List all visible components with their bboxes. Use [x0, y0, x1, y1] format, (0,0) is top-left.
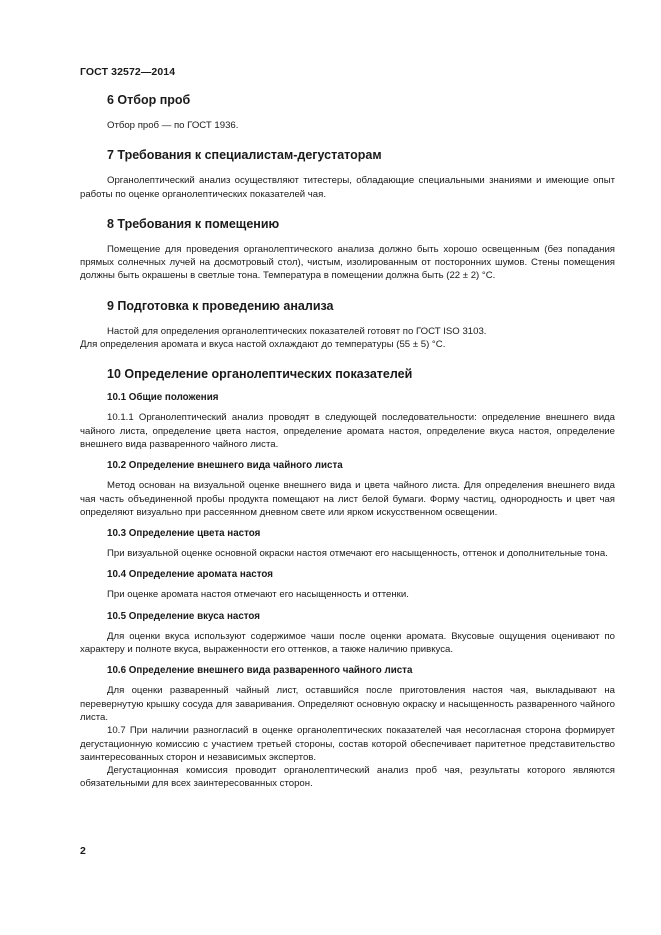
section-9: [80, 298, 615, 352]
section-10-1-title: 10.1 Общие положения: [107, 392, 219, 404]
commission-paragraph: Дегустационная комиссия проводит органолептический анализ проб чая, результаты которого являются обязательными для всех заинтересованных сторон.: [80, 765, 615, 790]
section-10-3-title: 10.3 Определение цвета настоя: [107, 528, 261, 540]
section-10-6-title: 10.6 Определение внешнего вида разваренного чайного листа: [107, 665, 413, 677]
section-10-7-paragraph: 10.7 При наличии разногласий в оценке органолептических показателей чая несогласная сторона формирует дегустационную комиссию с участием третьей стороны, состав которой обеспечивает паритетное представительство заинтересованных сторон и независимых экспертов.: [80, 725, 615, 763]
document-code: ГОСТ 32572—2014: [80, 66, 176, 78]
section-10-4-title: 10.4 Определение аромата настоя: [107, 569, 273, 581]
section-6-title: 6 Отбор проб: [107, 93, 191, 107]
section-10: [80, 366, 615, 790]
section-10-5-title: 10.5 Определение вкуса настоя: [107, 610, 261, 622]
section-10-6-paragraph: Для оценки разваренный чайный лист, оставшийся после приготовления настоя чая, выкладывают на перевернутую крышку сосуда для заваривания. Определяют основную окраску и насыщенность разваренного чайного листа.: [80, 685, 615, 723]
section-7-title: 7 Требования к специалистам-дегустаторам: [107, 148, 382, 163]
section-8-paragraph: Помещение для проведения органолептического анализа должно быть хорошо освещенным (без попадания прямых солнечных лучей на досмотровый стол), чистым, изолированным от посторонних шумов. Стены помещения должны быть окрашены в светлые тона. Температура в помещении должна быть (22 ± 2) °С.: [80, 243, 615, 282]
section-9-paragraph-1: Настой для определения органолептических показателей готовят по ГОСТ ISO 3103.: [107, 325, 487, 337]
section-7: [80, 147, 615, 201]
section-10-1-paragraph: 10.1.1 Органолептический анализ проводят в следующей последовательности: определение внешнего вида чайного листа, определение цвета настоя, определение аромата настоя, определение вкуса настоя, определение внешнего вида разваренного чайного листа.: [80, 412, 615, 450]
page-number: 2: [80, 845, 86, 857]
section-8: [80, 216, 615, 283]
section-7-paragraph: Органолептический анализ осуществляют титестеры, обладающие специальными знаниями и имеющие опыт работы по оценке органолептических показателей чая.: [80, 175, 615, 200]
document-page: [80, 0, 615, 935]
section-10-3-paragraph: При визуальной оценке основной окраски настоя отмечают его насыщенность, оттенок и дополнительные тона.: [107, 548, 608, 560]
section-6-paragraph: Отбор проб — по ГОСТ 1936.: [107, 120, 239, 131]
section-8-title: 8 Требования к помещению: [107, 216, 280, 231]
section-9-title: 9 Подготовка к проведению анализа: [107, 298, 334, 313]
section-10-4-paragraph: При оценке аромата настоя отмечают его насыщенность и оттенки.: [107, 589, 409, 601]
section-10-2-title: 10.2 Определение внешнего вида чайного листа: [107, 460, 343, 472]
section-9-paragraph-2: Для определения аромата и вкуса настой охлаждают до температуры (55 ± 5) °С.: [80, 339, 446, 351]
section-10-5-paragraph: Для оценки вкуса используют содержимое чаши после оценки аромата. Вкусовые ощущения оценивают по характеру и полноте вкуса, выраженности его оттенков, а также наличию привкуса.: [80, 630, 615, 656]
document-body: [80, 92, 615, 791]
section-10-title: 10 Определение органолептических показателей: [107, 367, 413, 382]
section-10-2-paragraph: Метод основан на визуальной оценке внешнего вида и цвета чайного листа. Для определения внешнего вида чая часть объединенной пробы продукта помещают на лист белой бумаги. Форму частиц, однородность и цвет чая определяют визуально при рассеянном дневном свете или ярком искусственном освещении.: [80, 480, 615, 518]
section-6: [80, 92, 615, 132]
